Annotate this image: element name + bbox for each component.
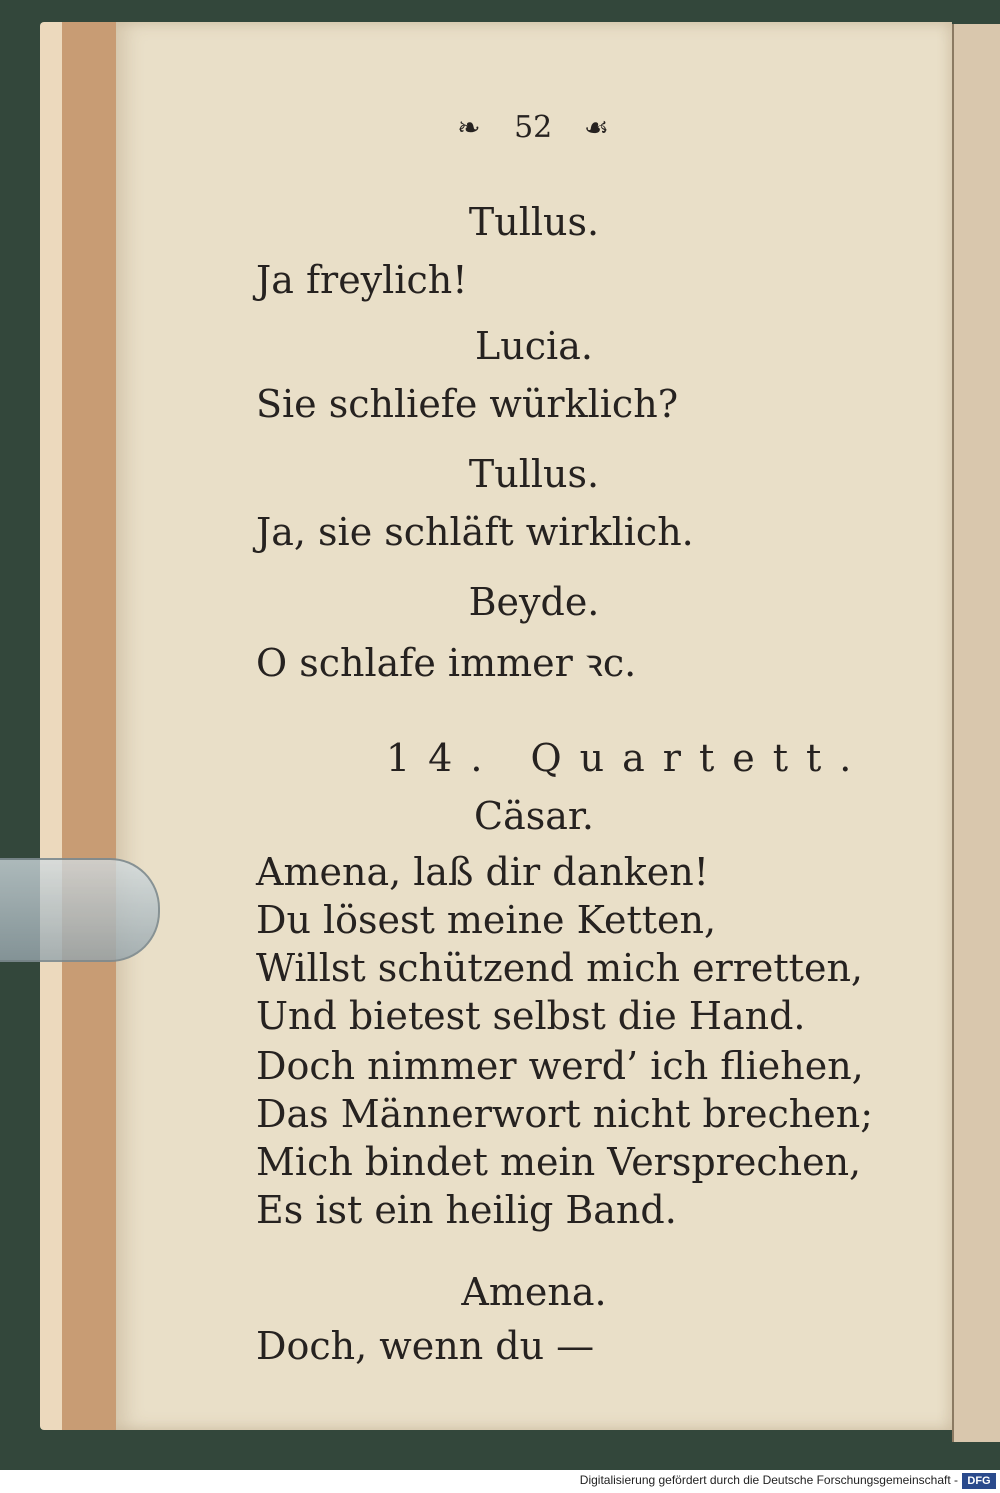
facing-page-edge — [952, 24, 1000, 1442]
speaker-name: Tullus. — [468, 452, 600, 496]
verse-line: Mich bindet mein Versprechen, — [256, 1140, 862, 1184]
verse-line: O schlafe immer ꝛc. — [256, 641, 637, 685]
verse-line: Und bietest selbst die Hand. — [256, 994, 806, 1038]
ornament-right-icon: ☙ — [583, 111, 611, 144]
footer-bar — [0, 1470, 1000, 1493]
book-page — [116, 22, 952, 1430]
speaker-name: Amena. — [461, 1270, 607, 1314]
funding-credit: Digitalisierung gefördert durch die Deutsche Forschungsgemeinschaft - — [579, 1473, 958, 1487]
speaker-name: Cäsar. — [474, 794, 594, 838]
ornament-left-icon: ❧ — [457, 111, 483, 144]
page-header — [116, 110, 952, 145]
verse-line: Doch nimmer werd’ ich fliehen, — [256, 1044, 864, 1088]
speaker-name: Beyde. — [468, 580, 600, 624]
verse-line: Doch, wenn du — — [256, 1324, 595, 1368]
speaker-name: Tullus. — [468, 200, 600, 244]
verse-line: Das Männerwort nicht brechen; — [256, 1092, 874, 1136]
page-clip — [0, 858, 160, 962]
verse-line: Es ist ein heilig Band. — [256, 1188, 677, 1232]
section-title: 14. Quartett. — [386, 736, 870, 780]
verse-line: Sie schliefe würklich? — [256, 382, 679, 426]
speaker-name: Lucia. — [475, 324, 593, 368]
verse-line: Willst schützend mich erretten, — [256, 946, 863, 990]
verse-line: Ja freylich! — [256, 258, 468, 302]
verse-line: Ja, sie schläft wirklich. — [256, 510, 694, 554]
page-number: 52 — [514, 110, 553, 145]
dfg-logo: DFG — [962, 1473, 996, 1489]
verse-line: Du lösest meine Ketten, — [256, 898, 717, 942]
verse-line: Amena, laß dir danken! — [256, 850, 709, 894]
book-page-edges — [40, 22, 120, 1430]
